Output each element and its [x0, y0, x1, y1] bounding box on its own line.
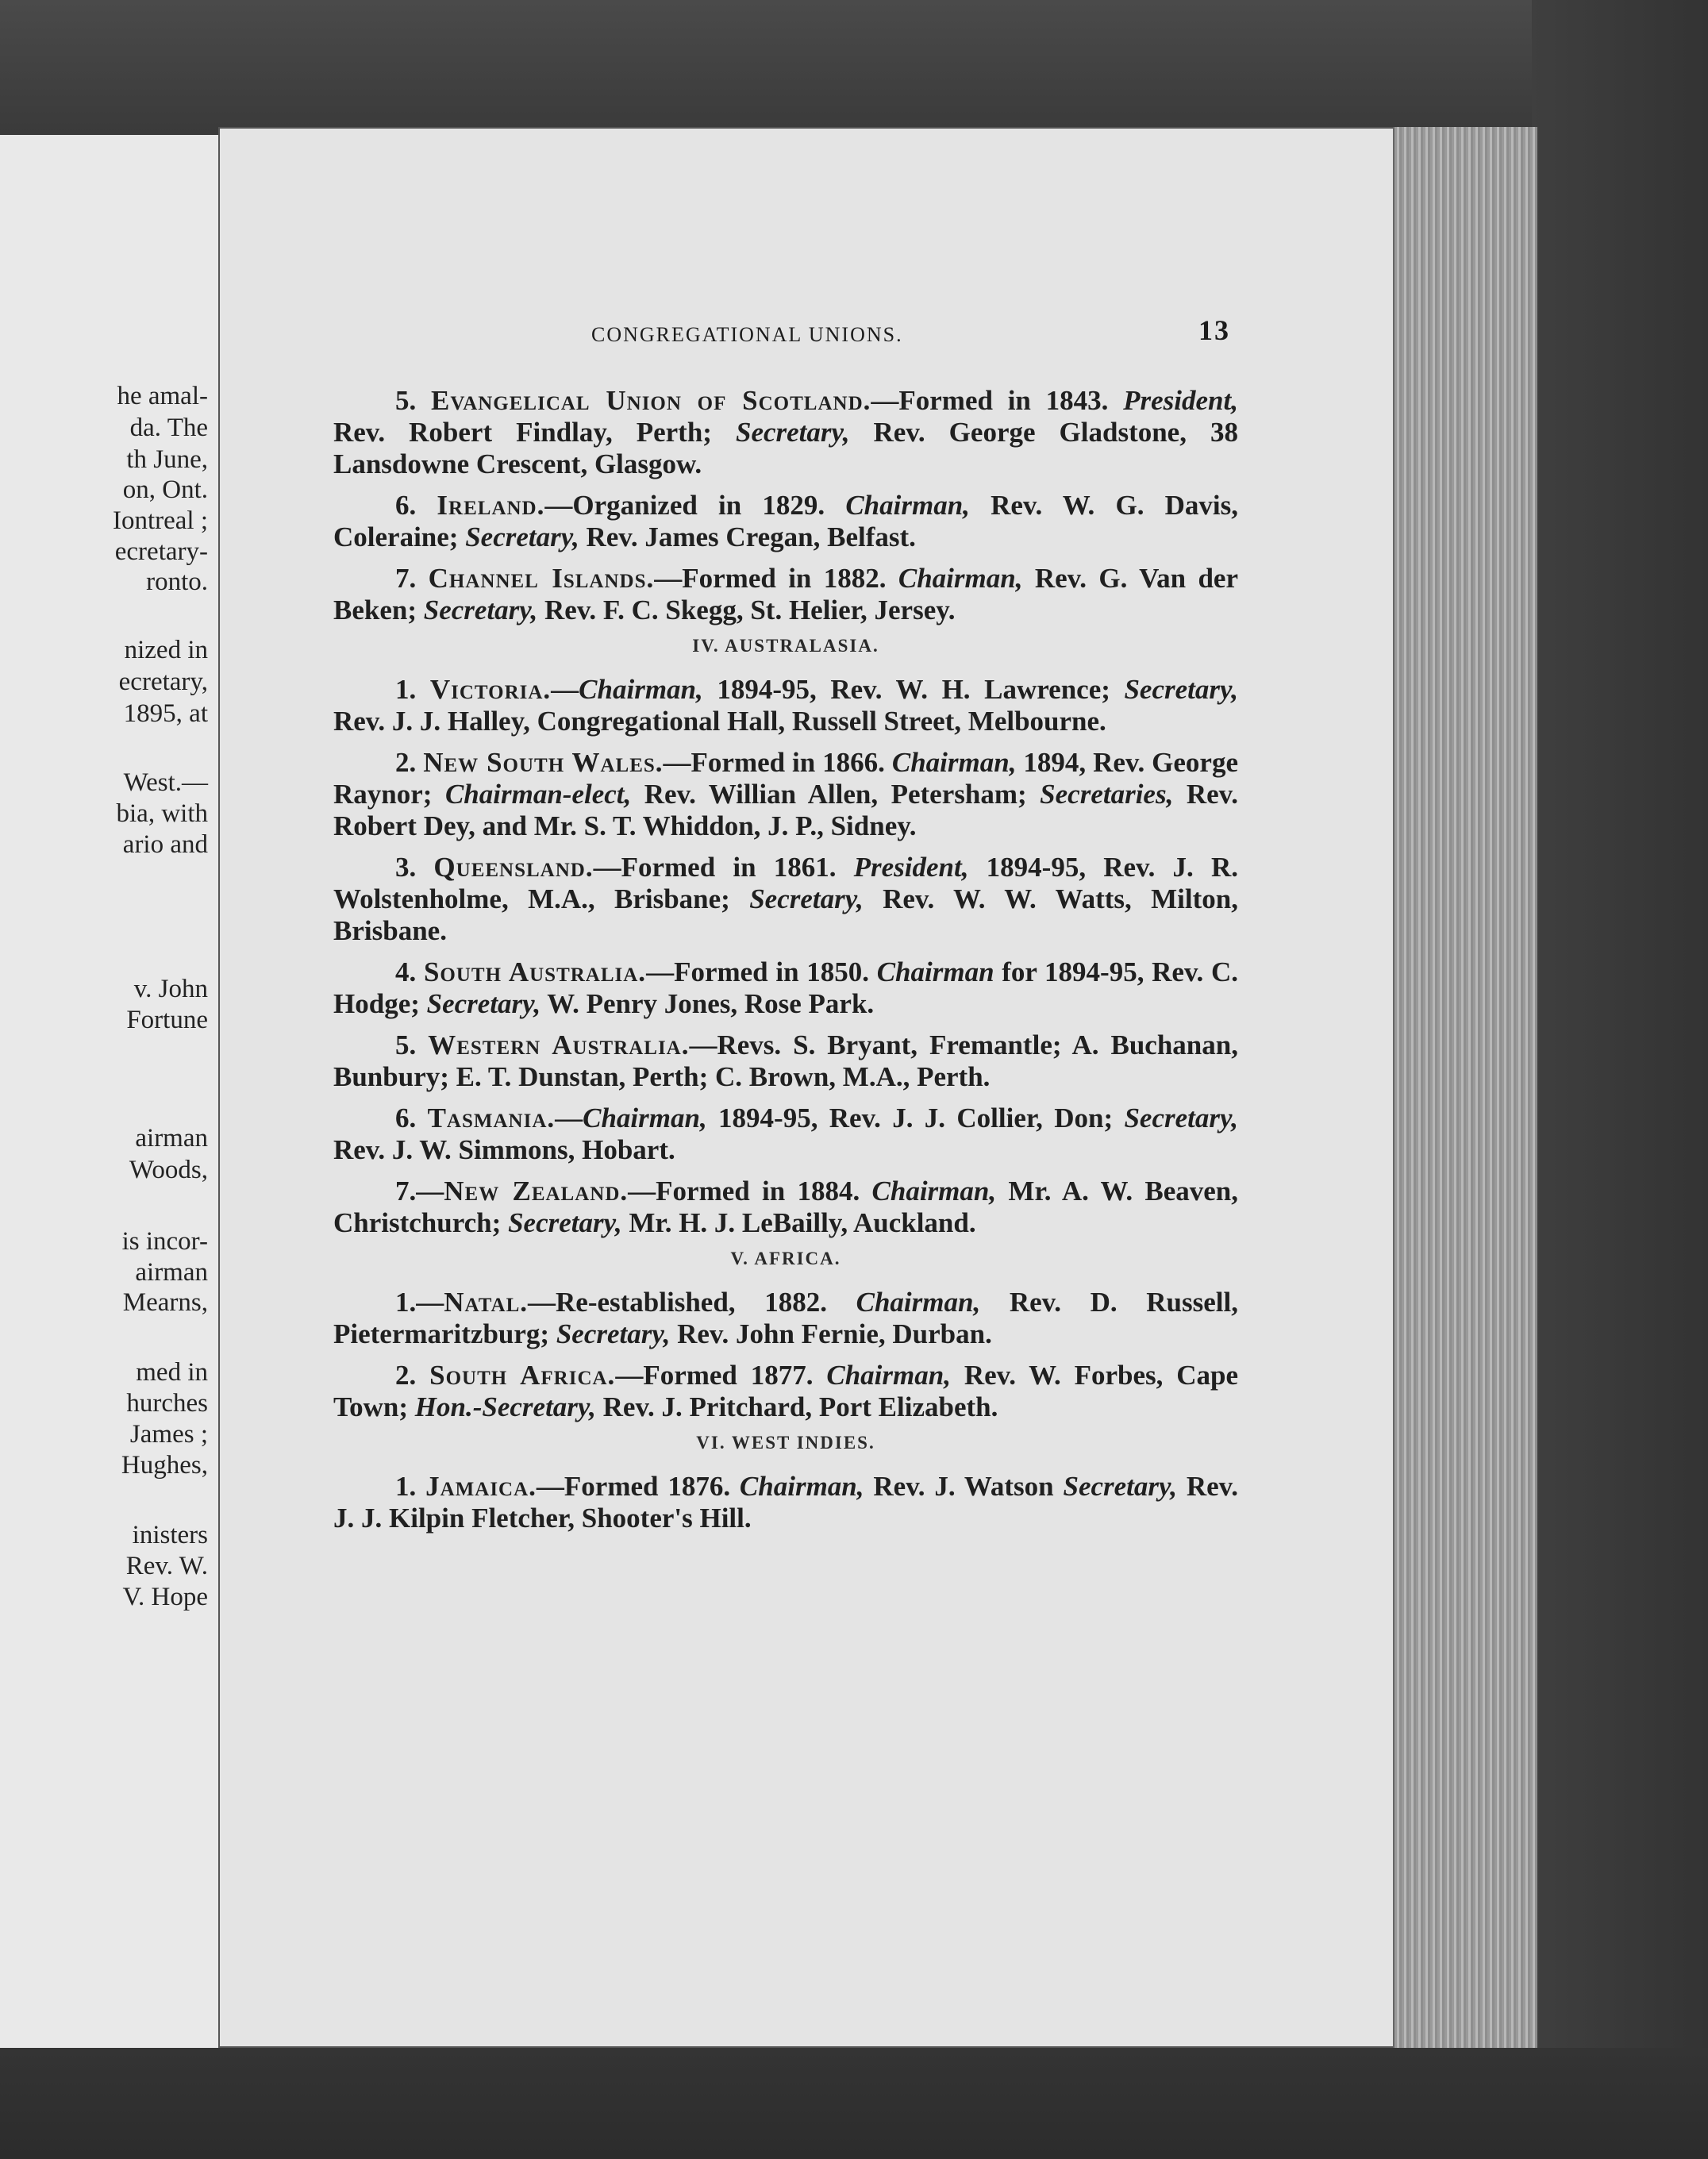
entry-number: 6.	[395, 490, 437, 521]
entry-office-title: Secretary,	[426, 988, 541, 1019]
entry-name: Channel Islands.	[428, 563, 655, 594]
union-entry	[333, 1360, 1238, 1423]
entry-number: 7.	[395, 563, 429, 594]
entry-text: —Formed in 1850.	[646, 956, 877, 987]
section-heading-west-indies: VI. WEST INDIES.	[696, 1433, 875, 1453]
entry-text: Rev. G. Van der Beken;	[333, 563, 1238, 625]
scan-background-bottom	[0, 2048, 1708, 2159]
entry-office-title: Secretary,	[1124, 1103, 1238, 1133]
entry-text: 1894-95, Rev. J. J. Collier, Don;	[706, 1103, 1125, 1133]
entry-text: Rev. W. G. Davis, Coleraine;	[333, 490, 1238, 552]
entry-text: Rev. J. J. Kilpin Fletcher, Shooter's Hill.	[333, 1471, 1238, 1534]
union-entry	[333, 956, 1238, 1020]
left-page-line: th June,	[126, 445, 208, 474]
entry-name: New South Wales.	[423, 747, 664, 778]
entry-text: Rev. W. Forbes, Cape Town;	[333, 1360, 1238, 1422]
union-entry	[333, 1176, 1238, 1239]
left-page-line: Iontreal ;	[112, 506, 208, 535]
entry-office-title: Chairman	[876, 956, 994, 987]
entry-office-title: Chairman,	[739, 1471, 864, 1502]
entry-text: Rev. F. C. Skegg, St. Helier, Jersey.	[537, 595, 956, 625]
entry-text: —Formed in 1882.	[654, 563, 898, 594]
page-number: 13	[1198, 314, 1230, 346]
union-entry	[333, 490, 1238, 553]
entry-office-title: President,	[853, 852, 969, 883]
entry-name: Tasmania.	[427, 1103, 556, 1133]
running-head-title: CONGREGATIONAL UNIONS.	[591, 323, 903, 346]
entry-text: —Organized in 1829.	[544, 490, 846, 521]
left-page-line: Woods,	[129, 1156, 208, 1184]
entries-africa	[333, 1287, 1238, 1423]
page-content	[333, 314, 1238, 1544]
page-stack-edge	[1393, 127, 1537, 2048]
entry-text: —Revs. S. Bryant, Fremantle; A. Buchanan, Bunbury; E. T. Dunstan, Perth; C. Brown, M.A., Perth.	[333, 1029, 1238, 1092]
entry-text: Rev. John Fernie, Durban.	[670, 1318, 992, 1349]
entry-text: W. Penry Jones, Rose Park.	[540, 988, 875, 1019]
entry-text: Rev. J. W. Simmons, Hobart.	[333, 1134, 675, 1165]
entry-office-title: Chairman,	[826, 1360, 951, 1391]
entry-office-title: Hon.-Secretary,	[414, 1391, 596, 1422]
entry-number: 1.	[395, 674, 430, 705]
left-page-line: inisters	[132, 1521, 208, 1549]
entry-text: —	[551, 674, 579, 705]
entry-name: Victoria.	[429, 674, 552, 705]
entry-office-title: Chairman,	[856, 1287, 981, 1318]
left-page-line: med in	[136, 1358, 208, 1387]
left-page-line: Mearns,	[122, 1288, 208, 1317]
entry-text: for 1894-95, Rev. C. Hodge;	[333, 956, 1239, 1019]
entries-scotland	[333, 385, 1238, 626]
left-page-line: 1895, at	[123, 699, 208, 728]
entry-name: Evangelical Union of Scotland.	[431, 385, 871, 416]
union-entry	[333, 1471, 1238, 1534]
left-page-line: bia, with	[116, 799, 208, 828]
entry-text: —Formed 1876.	[536, 1471, 740, 1502]
union-entry	[333, 1287, 1238, 1350]
entry-text: Rev. Robert Findlay, Perth;	[333, 417, 736, 448]
left-page-line: v. John	[133, 975, 208, 1003]
entry-office-title: Chairman,	[891, 747, 1017, 778]
left-page-line: is incor-	[121, 1227, 208, 1256]
left-page-line: V. Hope	[122, 1583, 208, 1611]
left-page-line: Fortune	[126, 1006, 208, 1034]
entry-number: 6.	[395, 1103, 428, 1133]
left-page-line: ario and	[122, 830, 208, 859]
union-entry	[333, 563, 1238, 626]
left-page-fragment	[0, 135, 240, 2048]
entry-text: Rev. W. W. Watts, Milton, Brisbane.	[333, 883, 1238, 946]
entry-name: Natal.	[444, 1287, 529, 1318]
entry-number: 5.	[395, 385, 432, 416]
entry-number: 4.	[395, 956, 424, 987]
entry-name: Queensland.	[433, 852, 594, 883]
entry-office-title: Secretary,	[1063, 1471, 1178, 1502]
union-entry	[333, 1029, 1238, 1093]
left-page-line: James ;	[129, 1420, 208, 1449]
entry-number: 3.	[395, 852, 434, 883]
entry-office-title: Secretary,	[508, 1207, 622, 1238]
entry-name: Jamaica.	[425, 1471, 537, 1502]
entry-text: —Re-established, 1882.	[528, 1287, 856, 1318]
entry-office-title: Secretary,	[423, 595, 538, 625]
entry-number: 2.	[395, 747, 424, 778]
entry-name: New Zealand.	[444, 1176, 629, 1206]
left-page-line: hurches	[126, 1389, 208, 1418]
left-page-line: West.—	[123, 768, 208, 797]
entry-name: South Australia.	[423, 956, 647, 987]
entry-number: 1.—	[395, 1287, 444, 1318]
entry-office-title: Secretary,	[1124, 674, 1238, 705]
left-page-line: airman	[135, 1124, 208, 1153]
entry-text: 1894-95, Rev. W. H. Lawrence;	[702, 674, 1125, 705]
left-page-line: ronto.	[146, 568, 208, 596]
entry-office-title: Chairman,	[579, 674, 703, 705]
left-page-line: Hughes,	[121, 1451, 208, 1480]
left-page-line: ecretary-	[114, 537, 208, 566]
entry-text: —Formed in 1843.	[871, 385, 1124, 416]
entry-text: 1894-95, Rev. J. R. Wolstenholme, M.A., Brisbane;	[333, 852, 1238, 914]
left-page-line: he amal-	[117, 382, 208, 410]
entry-number: 7.—	[395, 1176, 444, 1206]
entry-office-title: Secretary,	[735, 417, 850, 448]
union-entry	[333, 852, 1238, 947]
entry-name: Ireland.	[437, 490, 545, 521]
left-page-line: airman	[135, 1258, 208, 1287]
entry-office-title: Secretaries,	[1040, 779, 1174, 810]
entry-office-title: Chairman,	[583, 1103, 707, 1133]
entry-office-title: Chairman,	[898, 563, 1023, 594]
entry-office-title: Chairman-elect,	[444, 779, 632, 810]
entry-office-title: Chairman,	[871, 1176, 997, 1206]
running-head	[333, 314, 1238, 361]
entry-office-title: Secretary,	[749, 883, 864, 914]
entry-name: South Africa.	[429, 1360, 616, 1391]
section-heading-africa: V. AFRICA.	[730, 1249, 841, 1268]
entry-text: —Formed in 1861.	[593, 852, 854, 883]
scan-background-right	[1532, 0, 1708, 2159]
scan-background-top	[0, 0, 1708, 135]
entry-name: Western Australia.	[428, 1029, 690, 1060]
entries-west-indies	[333, 1471, 1238, 1534]
entry-text: —Formed in 1866.	[663, 747, 892, 778]
entry-number: 1.	[395, 1471, 426, 1502]
left-page-line: nized in	[124, 636, 208, 664]
entry-text: Rev. D. Russell, Pietermaritzburg;	[333, 1287, 1238, 1349]
entry-text: —Formed 1877.	[615, 1360, 827, 1391]
entry-text: Rev. George Gladstone, 38 Lansdowne Crescent, Glasgow.	[333, 417, 1238, 479]
entry-office-title: President,	[1123, 385, 1238, 416]
entry-number: 5.	[395, 1029, 429, 1060]
left-page-line: da. The	[129, 414, 208, 442]
entry-number: 2.	[395, 1360, 430, 1391]
left-page-line: on, Ont.	[122, 475, 208, 504]
entries-australasia	[333, 674, 1238, 1239]
entry-text: Rev. Robert Dey, and Mr. S. T. Whiddon, J. P., Sidney.	[333, 779, 1238, 841]
entry-text: Mr. H. J. LeBailly, Auckland.	[621, 1207, 976, 1238]
left-page-line: Rev. W.	[125, 1552, 208, 1580]
union-entry	[333, 674, 1238, 737]
entry-office-title: Secretary,	[556, 1318, 671, 1349]
entry-text: Mr. A. W. Beaven, Christchurch;	[333, 1176, 1238, 1238]
union-entry	[333, 747, 1238, 842]
entry-text: Rev. J. J. Halley, Congregational Hall, Russell Street, Melbourne.	[333, 706, 1106, 737]
entry-text: Rev. James Cregan, Belfast.	[579, 521, 916, 552]
entry-text: 1894, Rev. George Raynor;	[333, 747, 1238, 810]
entry-office-title: Chairman,	[845, 490, 970, 521]
entry-office-title: Secretary,	[465, 521, 579, 552]
entry-text: Rev. J. Pritchard, Port Elizabeth.	[595, 1391, 998, 1422]
union-entry	[333, 385, 1238, 480]
entry-text: —	[555, 1103, 583, 1133]
section-heading-australasia: IV. AUSTRALASIA.	[692, 636, 879, 656]
left-page-line: ecretary,	[118, 668, 208, 696]
entry-text: Rev. J. Watson	[864, 1471, 1064, 1502]
entry-text: Rev. Willian Allen, Petersham;	[631, 779, 1041, 810]
union-entry	[333, 1103, 1238, 1166]
entry-text: —Formed in 1884.	[628, 1176, 872, 1206]
